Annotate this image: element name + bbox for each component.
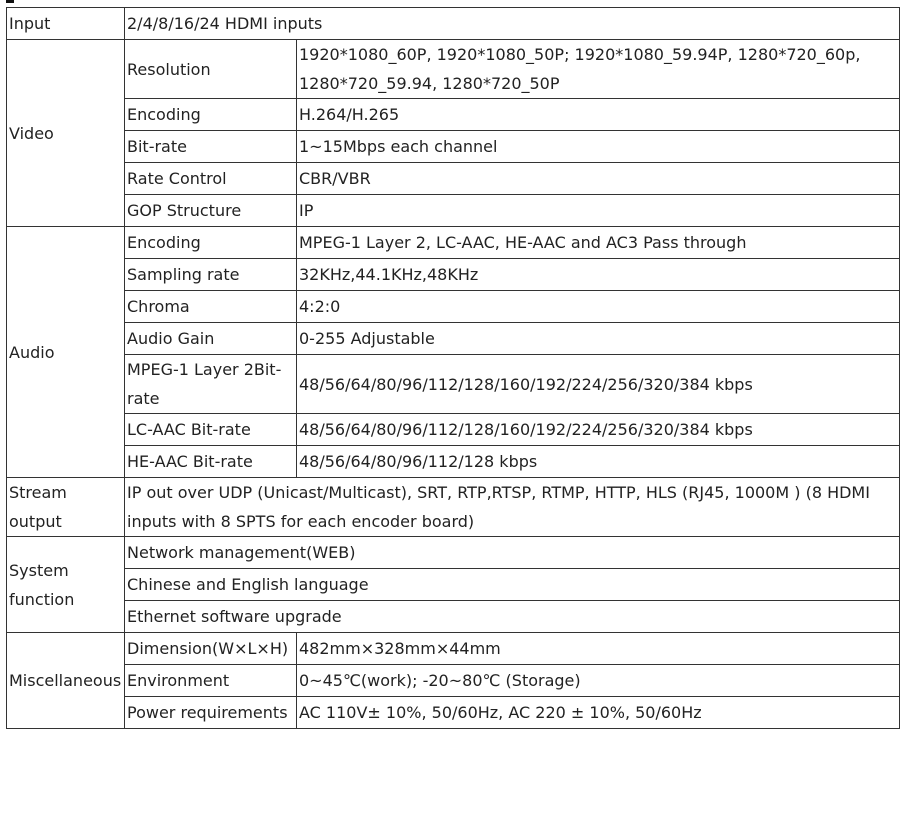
field-value: 0-255 Adjustable (297, 323, 900, 355)
input-value: 2/4/8/16/24 HDMI inputs (125, 8, 900, 40)
table-row (7, 537, 900, 569)
table-row (7, 569, 900, 601)
table-row (7, 633, 900, 665)
field-value: AC 110V± 10%, 50/60Hz, AC 220 ± 10%, 50/60Hz (297, 697, 900, 729)
table-row (7, 8, 900, 40)
field-value: 48/56/64/80/96/112/128 kbps (297, 446, 900, 478)
field-value: 48/56/64/80/96/112/128/160/192/224/256/320/384 kbps (297, 355, 900, 414)
field-value: 4:2:0 (297, 291, 900, 323)
table-row (7, 323, 900, 355)
field-value: 32KHz,44.1KHz,48KHz (297, 259, 900, 291)
field-label: Encoding (125, 99, 297, 131)
table-row (7, 195, 900, 227)
table-row (7, 601, 900, 633)
field-value: 1~15Mbps each channel (297, 131, 900, 163)
table-row (7, 259, 900, 291)
table-row (7, 291, 900, 323)
table-row (7, 131, 900, 163)
table-row (7, 227, 900, 259)
field-label: Bit-rate (125, 131, 297, 163)
field-label: MPEG-1 Layer 2Bit-rate (125, 355, 297, 414)
row-label-audio: Audio (7, 227, 125, 478)
table-row (7, 355, 900, 414)
field-label: HE-AAC Bit-rate (125, 446, 297, 478)
row-label-input: Input (7, 8, 125, 40)
table-row (7, 665, 900, 697)
field-label: Power requirements (125, 697, 297, 729)
field-value: H.264/H.265 (297, 99, 900, 131)
field-value: IP (297, 195, 900, 227)
field-value: 0~45℃(work); -20~80℃ (Storage) (297, 665, 900, 697)
field-label: Audio Gain (125, 323, 297, 355)
field-value: MPEG-1 Layer 2, LC-AAC, HE-AAC and AC3 Pass through (297, 227, 900, 259)
field-value: 48/56/64/80/96/112/128/160/192/224/256/320/384 kbps (297, 414, 900, 446)
table-row (7, 446, 900, 478)
field-label: Rate Control (125, 163, 297, 195)
row-label-stream-output: Stream output (7, 478, 125, 537)
row-label-system-function: System function (7, 537, 125, 633)
table-row (7, 99, 900, 131)
table-row (7, 414, 900, 446)
table-row (7, 478, 900, 537)
row-label-video: Video (7, 40, 125, 227)
table-row (7, 40, 900, 99)
field-value: CBR/VBR (297, 163, 900, 195)
system-item: Network management(WEB) (125, 537, 900, 569)
field-label: Dimension(W×L×H) (125, 633, 297, 665)
table-row (7, 697, 900, 729)
field-label: Resolution (125, 40, 297, 99)
system-item: Ethernet software upgrade (125, 601, 900, 633)
row-label-miscellaneous: Miscellaneous (7, 633, 125, 729)
top-edge-mark (6, 0, 14, 3)
field-value: 1920*1080_60P, 1920*1080_50P; 1920*1080_59.94P, 1280*720_60p, 1280*720_59.94, 1280*720_50P (297, 40, 900, 99)
spec-table (6, 7, 900, 729)
table-row (7, 163, 900, 195)
stream-output-value: IP out over UDP (Unicast/Multicast), SRT, RTP,RTSP, RTMP, HTTP, HLS (RJ45, 1000M ) (8 HDMI inputs with 8 SPTS for each encoder board) (125, 478, 900, 537)
field-label: Environment (125, 665, 297, 697)
field-label: Chroma (125, 291, 297, 323)
field-label: Encoding (125, 227, 297, 259)
field-label: LC-AAC Bit-rate (125, 414, 297, 446)
system-item: Chinese and English language (125, 569, 900, 601)
field-label: GOP Structure (125, 195, 297, 227)
field-label: Sampling rate (125, 259, 297, 291)
field-value: 482mm×328mm×44mm (297, 633, 900, 665)
